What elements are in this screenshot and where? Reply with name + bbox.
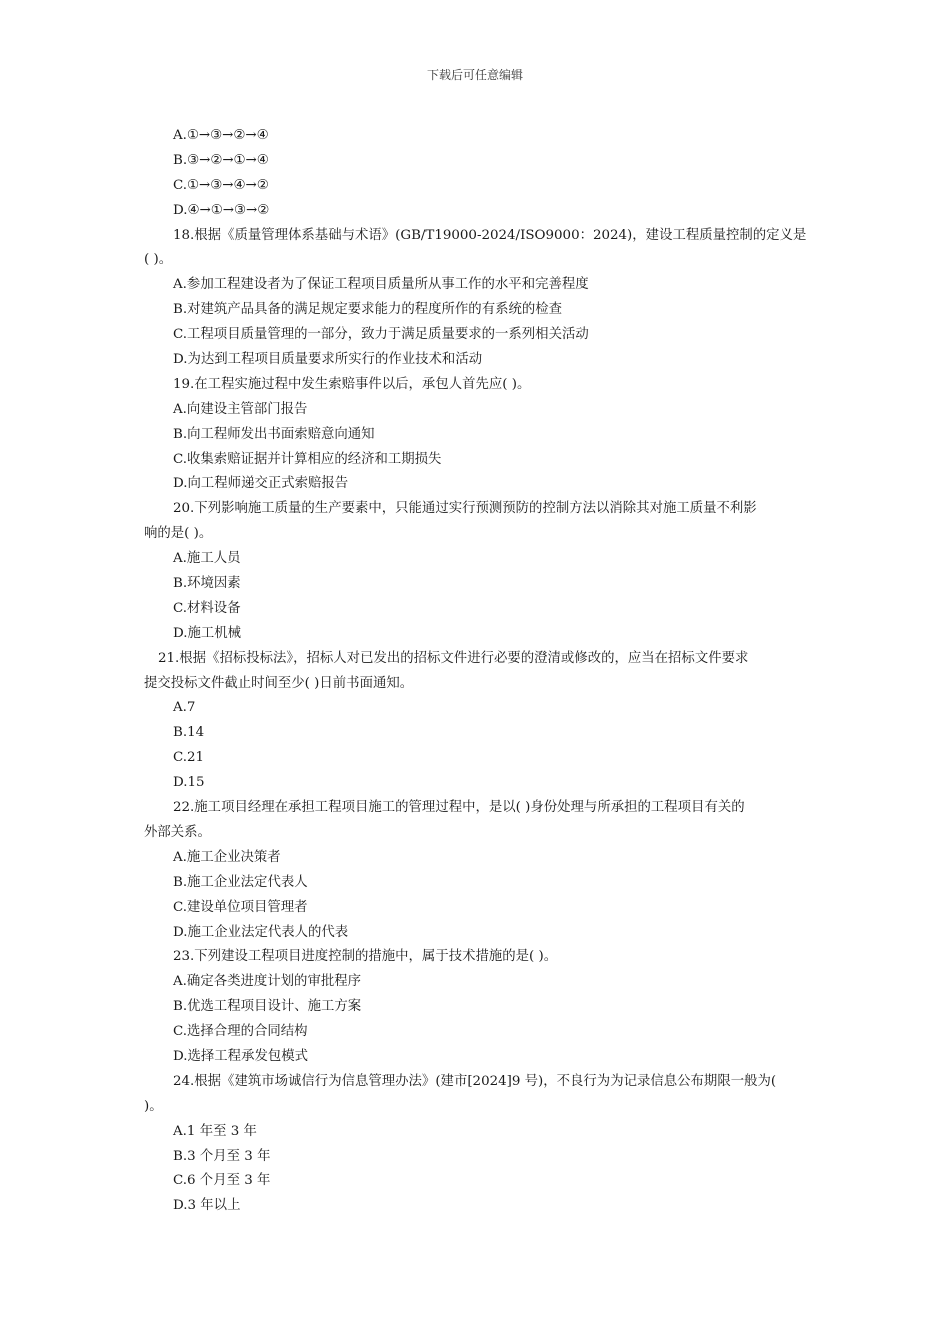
question-text: 22.施工项目经理在承担工程项目施工的管理过程中，是以( )身份处理与所承担的工程项目有关的 [173,800,745,816]
question-text: 20.下列影响施工质量的生产要素中，只能通过实行预测预防的控制方法以消除其对施工质量不利影 [173,501,757,517]
question-text: 19.在工程实施过程中发生索赔事件以后，承包人首先应( )。 [173,376,531,392]
option-b: B.对建筑产品具备的满足规定要求能力的程度所作的有系统的检查 [173,302,563,318]
document-body [144,124,808,1219]
option-a: A.①→③→②→④ [173,128,269,143]
option-b: B.3 个月至 3 年 [173,1148,271,1164]
option-c: C.收集索赔证据并计算相应的经济和工期损失 [173,451,442,467]
option-b: B.③→②→①→④ [173,152,269,168]
question-17-options [144,124,808,224]
option-d: D.15 [173,775,205,791]
question-text-continued: ( )。 [144,252,173,268]
question-19 [144,373,808,497]
question-text: 24.根据《建筑市场诚信行为信息管理办法》(建市[2024]9 号)，不良行为为记录信息公布期限一般为( [173,1073,777,1089]
option-b: B.优选工程项目设计、施工方案 [173,999,362,1015]
question-22 [144,796,808,945]
question-18 [144,224,808,373]
option-a: A.施工人员 [173,551,241,567]
question-23 [144,945,808,1069]
option-a: A.参加工程建设者为了保证工程项目质量所从事工作的水平和完善程度 [173,277,589,293]
question-24 [144,1070,808,1219]
option-c: C.建设单位项目管理者 [173,899,308,915]
option-c: C.6 个月至 3 年 [173,1173,271,1189]
question-text: 18.根据《质量管理体系基础与术语》(GB/T19000-2024/ISO9000：2024)，建设工程质量控制的定义是 [173,227,807,243]
option-c: C.①→③→④→② [173,177,269,193]
option-d: D.施工机械 [173,625,242,641]
option-c: C.工程项目质量管理的一部分，致力于满足质量要求的一系列相关活动 [173,327,589,343]
option-b: B.14 [173,725,205,741]
question-text: 21.根据《招标投标法》，招标人对已发出的招标文件进行必要的澄清或修改的，应当在招标文件要求 [158,650,749,666]
option-c: C.21 [173,750,205,766]
option-b: B.环境因素 [173,576,241,592]
option-a: A.确定各类进度计划的审批程序 [173,974,362,990]
option-a: A.向建设主管部门报告 [173,401,308,417]
question-20 [144,497,808,646]
option-d: D.施工企业法定代表人的代表 [173,924,349,940]
question-text-continued: 提交投标文件截止时间至少( )日前书面通知。 [144,675,414,691]
question-text: 23.下列建设工程项目进度控制的措施中，属于技术措施的是( )。 [173,949,558,965]
option-a: A.1 年至 3 年 [173,1123,257,1139]
option-d: D.3 年以上 [173,1198,241,1214]
question-text-continued: 响的是( )。 [144,526,213,542]
option-a: A.施工企业决策者 [173,849,281,865]
option-d: D.选择工程承发包模式 [173,1048,309,1064]
question-21 [144,647,808,796]
option-b: B.施工企业法定代表人 [173,874,308,890]
option-a: A.7 [173,700,196,716]
option-d: D.为达到工程项目质量要求所实行的作业技术和活动 [173,352,483,368]
option-c: C.选择合理的合同结构 [173,1024,308,1040]
option-b: B.向工程师发出书面索赔意向通知 [173,426,375,442]
option-d: D.向工程师递交正式索赔报告 [173,476,349,492]
option-c: C.材料设备 [173,600,241,616]
option-d: D.④→①→③→② [173,202,270,218]
question-text-continued: 外部关系。 [144,824,211,840]
page-header: 下载后可任意编辑 [426,68,523,82]
question-text-continued: )。 [144,1098,163,1114]
